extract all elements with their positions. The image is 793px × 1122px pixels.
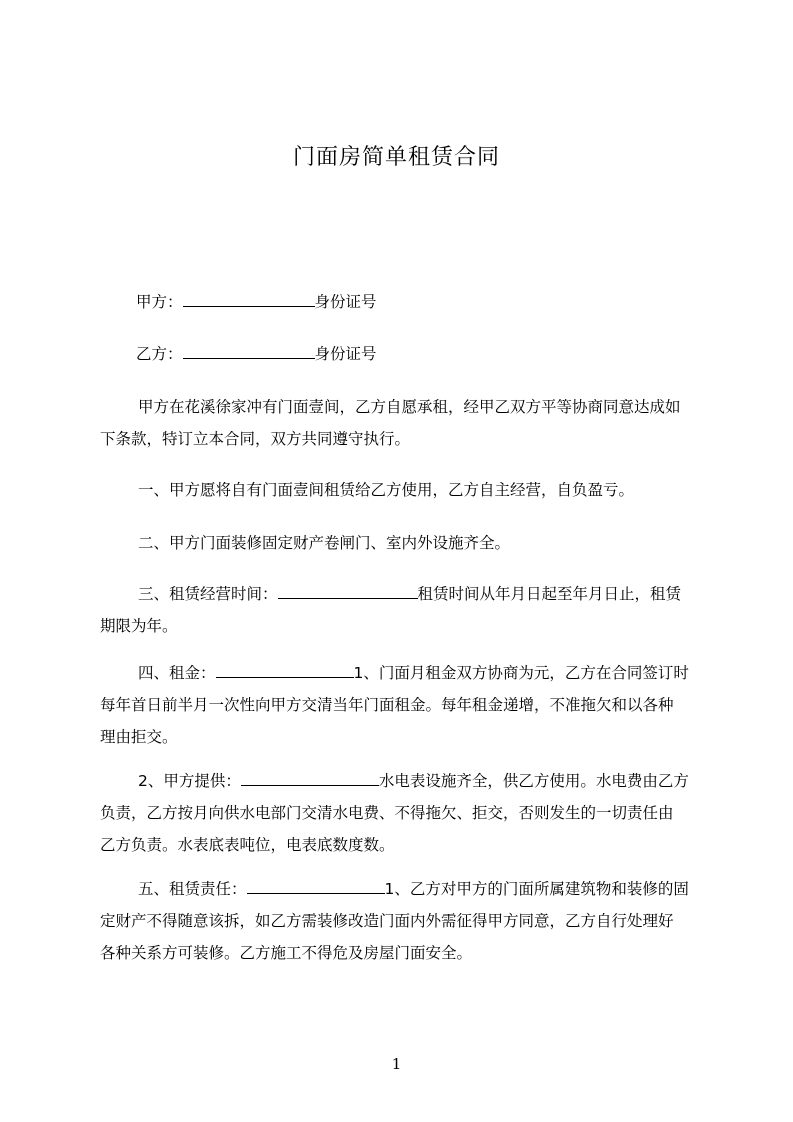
intro-line-1: 甲方在花溪徐家冲有门面壹间，乙方自愿承租，经甲乙双方平等协商同意达成如 bbox=[138, 398, 681, 416]
party-a-suffix: 身份证号 bbox=[314, 293, 377, 311]
party-a-line bbox=[136, 286, 701, 318]
party-b-label: 乙方： bbox=[136, 345, 183, 363]
clause-5-line-3: 各种关系方可装修。乙方施工不得危及房屋门面安全。 bbox=[100, 944, 473, 962]
clause-4-2-line-2: 负责，乙方按月向供水电部门交清水电费、不得拖欠、拒交，否则发生的一切责任由 bbox=[100, 804, 674, 822]
party-a-label: 甲方： bbox=[136, 293, 183, 311]
clause-4-blank[interactable] bbox=[216, 662, 354, 678]
clause-3-label: 三、租赁经营时间： bbox=[138, 585, 278, 603]
clause-3-blank[interactable] bbox=[278, 583, 418, 599]
clause-3-line-2: 期限为年。 bbox=[100, 617, 178, 635]
clause-5-rest: 1、乙方对甲方的门面所属建筑物和装修的固 bbox=[384, 880, 689, 898]
clause-4-2-label: 2、甲方提供： bbox=[138, 772, 241, 790]
party-b-suffix: 身份证号 bbox=[314, 345, 377, 363]
clause-5 bbox=[100, 873, 700, 969]
clause-2-text: 二、甲方门面装修固定财产卷闸门、室内外设施齐全。 bbox=[138, 534, 511, 552]
clause-5-label: 五、租赁责任： bbox=[138, 880, 247, 898]
clause-3 bbox=[100, 578, 700, 642]
clause-5-line-2: 定财产不得随意该拆，如乙方需装修改造门面内外需征得甲方同意，乙方自行处理好 bbox=[100, 912, 674, 930]
clause-4 bbox=[100, 657, 700, 753]
party-b-blank[interactable] bbox=[183, 343, 315, 359]
clause-4-rest: 1、门面月租金双方协商为元，乙方在合同签订时 bbox=[353, 664, 689, 682]
clause-1 bbox=[100, 474, 700, 506]
party-a-blank[interactable] bbox=[183, 291, 315, 307]
clause-4-line-3: 理由拒交。 bbox=[100, 728, 178, 746]
clause-4-label: 四、租金： bbox=[138, 664, 216, 682]
clause-4-2-rest: 水电表设施齐全，供乙方使用。水电费由乙方 bbox=[378, 772, 689, 790]
clause-4-line-2: 每年首日前半月一次性向甲方交清当年门面租金。每年租金递增，不准拖欠和以各种 bbox=[100, 696, 674, 714]
clause-4-2 bbox=[100, 765, 700, 861]
clause-3-rest: 租赁时间从年月日起至年月日止，租赁 bbox=[417, 585, 682, 603]
clause-2 bbox=[100, 527, 700, 559]
party-b-line bbox=[136, 338, 701, 370]
intro-paragraph bbox=[100, 391, 700, 455]
document-title: 门面房简单租赁合同 bbox=[292, 145, 500, 170]
intro-line-2: 下条款，特订立本合同，双方共同遵守执行。 bbox=[100, 430, 411, 448]
clause-4-2-blank[interactable] bbox=[241, 770, 379, 786]
clause-1-text: 一、甲方愿将自有门面壹间租赁给乙方使用，乙方自主经营，自负盈亏。 bbox=[138, 481, 635, 499]
clause-4-2-line-3: 乙方负责。水表底表吨位，电表底数度数。 bbox=[100, 836, 395, 854]
clause-5-blank[interactable] bbox=[247, 878, 385, 894]
page-number: 1 bbox=[391, 1055, 402, 1073]
